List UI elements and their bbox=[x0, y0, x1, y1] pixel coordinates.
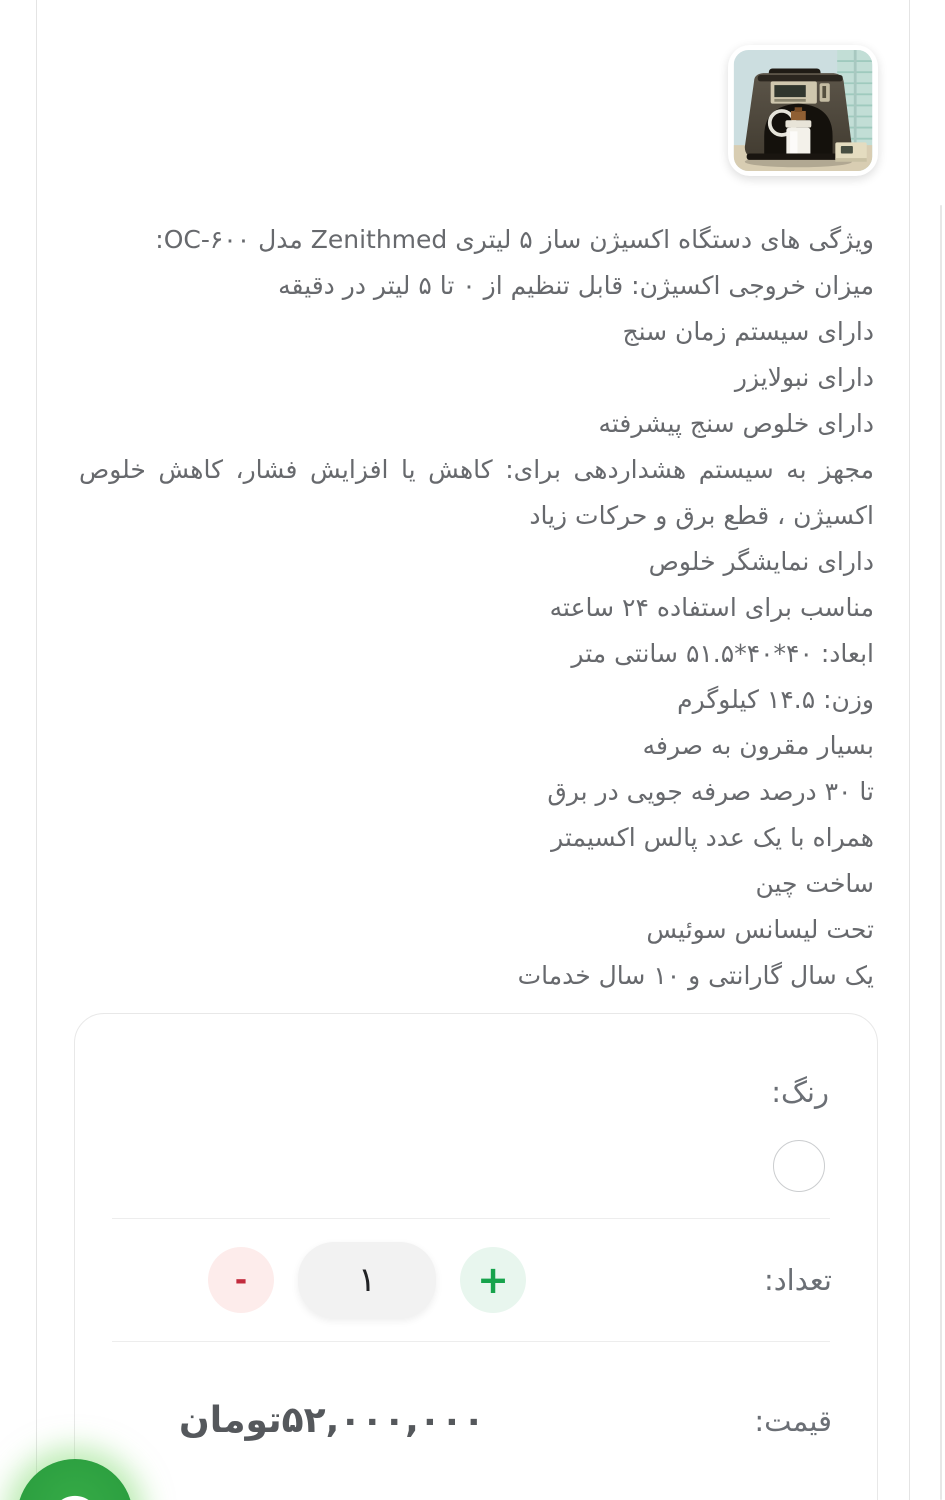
quantity-stepper bbox=[208, 1242, 526, 1318]
description-line: مناسب برای استفاده ۲۴ ساعته bbox=[549, 593, 874, 622]
chat-ring-icon bbox=[51, 1496, 99, 1500]
description-line: دارای سیستم زمان سنج bbox=[622, 317, 874, 346]
product-image-card[interactable] bbox=[728, 45, 878, 176]
description-line: همراه با یک عدد پالس اکسیمتر bbox=[551, 823, 874, 852]
quantity-decrease-button[interactable]: - bbox=[208, 1247, 274, 1313]
description-line: ابعاد: ۴۰*۴۰*۵۱.۵ سانتی متر bbox=[571, 639, 874, 668]
quantity-value: ۱ bbox=[298, 1242, 436, 1318]
description-line: دارای نبولایزر bbox=[734, 363, 874, 392]
description-line: بسیار مقرون به صرفه bbox=[642, 731, 874, 760]
color-swatch-white[interactable] bbox=[773, 1140, 825, 1192]
quantity-row bbox=[75, 1219, 877, 1341]
description-line: دارای نمایشگر خلوص bbox=[648, 547, 874, 576]
price-row bbox=[75, 1342, 877, 1441]
description-line: وزن: ۱۴.۵ کیلوگرم bbox=[677, 685, 874, 714]
product-description bbox=[37, 217, 909, 999]
scrollbar[interactable] bbox=[940, 205, 942, 1500]
description-line: مجهز به سیستم هشداردهی برای: کاهش یا افزایش فشار، کاهش خلوص bbox=[79, 455, 874, 484]
description-line: تحت لیسانس سوئیس bbox=[646, 915, 874, 944]
price-value: ۵۲,۰۰۰,۰۰۰تومان bbox=[179, 1400, 485, 1441]
description-line: تا ۳۰ درصد صرفه جویی در برق bbox=[547, 777, 874, 806]
color-label: رنگ: bbox=[771, 1075, 829, 1109]
description-line: یک سال گارانتی و ۱۰ سال خدمات bbox=[517, 961, 874, 990]
color-section bbox=[75, 1014, 877, 1218]
price-label: قیمت: bbox=[754, 1403, 832, 1438]
purchase-card bbox=[74, 1013, 878, 1500]
description-line: دارای خلوص سنج پیشرفته bbox=[598, 409, 874, 438]
description-line: اکسیژن ، قطع برق و حرکات زیاد bbox=[529, 501, 874, 530]
description-line: ویژگی های دستگاه اکسیژن ساز ۵ لیتری Zenithmed مدل OC-۶۰۰: bbox=[155, 225, 874, 254]
oxygen-concentrator-photo bbox=[733, 50, 873, 171]
description-line: میزان خروجی اکسیژن: قابل تنظیم از ۰ تا ۵ لیتر در دقیقه bbox=[278, 271, 874, 300]
description-line: ساخت چین bbox=[755, 869, 874, 898]
quantity-label: تعداد: bbox=[763, 1263, 832, 1297]
quantity-increase-button[interactable]: + bbox=[460, 1247, 526, 1313]
content-column bbox=[36, 0, 910, 1500]
